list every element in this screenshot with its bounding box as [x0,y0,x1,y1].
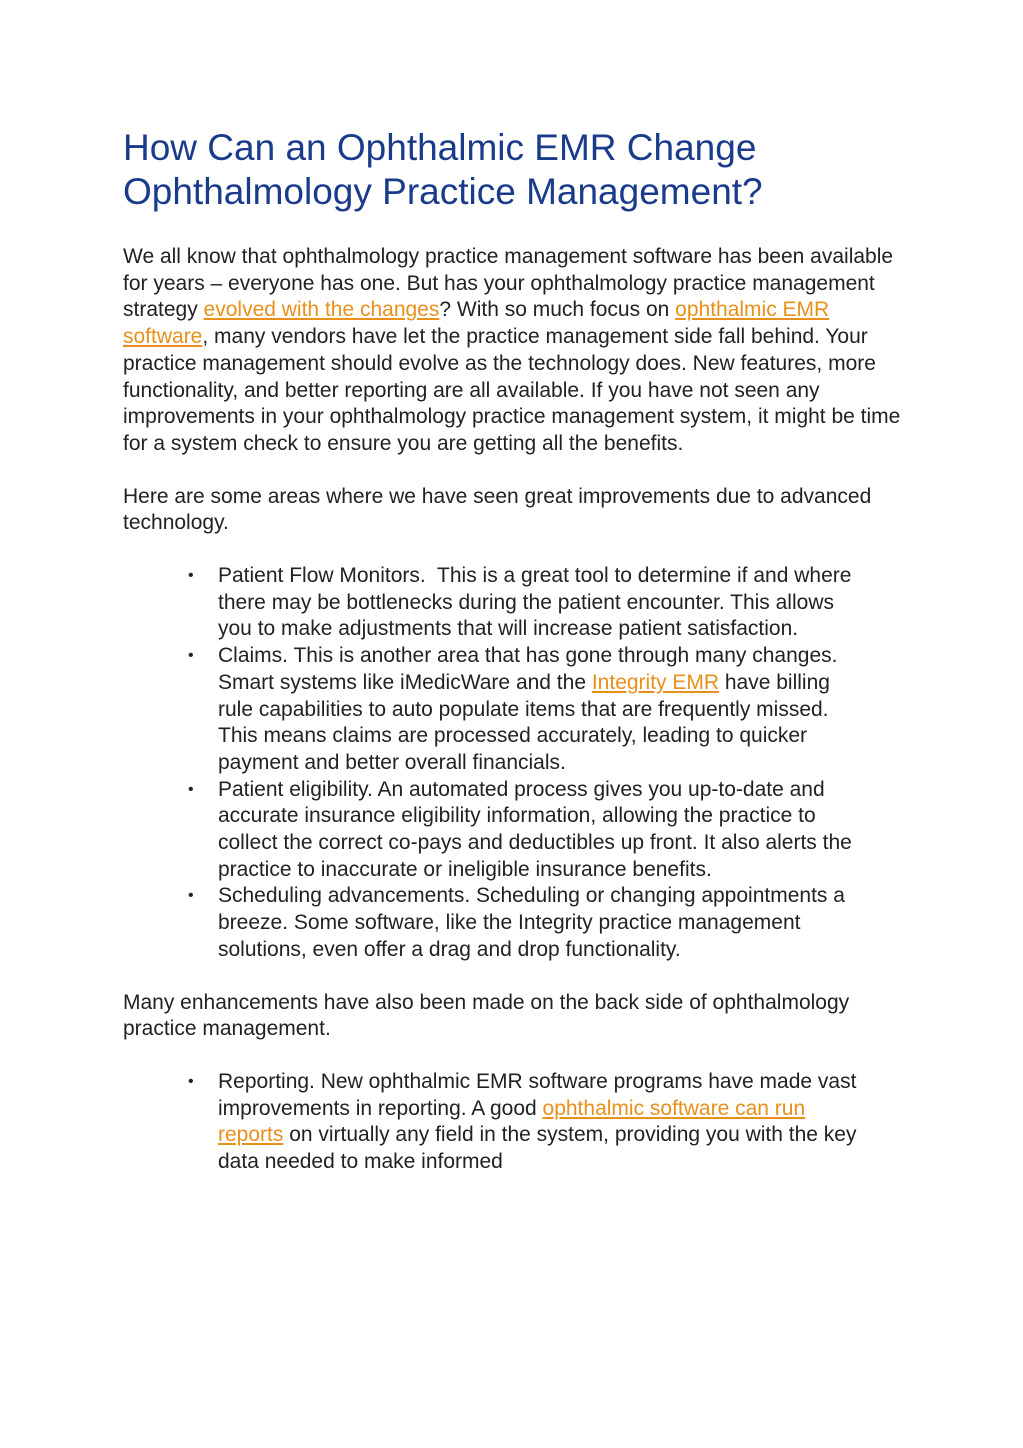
list-item-text: Claims. This is another area that has gone through many changes. Smart systems like iMedicWare and the [218,644,838,694]
ophthalmic-emr-software-link[interactable]: ophthalmic EMR software [123,298,830,349]
evolved-with-changes-link[interactable]: evolved with the changes [203,298,440,322]
intro-text-3: , many vendors have let the practice management side fall behind. Your practice management should evolve as the technology does. New features, more functionality, and better reporting are all available. If you have not seen any improvements in your ophthalmology practice management system, it might be time for a system check to ensure you are getting all the benefits. [123,325,901,455]
areas-intro-paragraph: Here are some areas where we have seen great improvements due to advanced technology. [123,484,872,535]
list-item-text: Patient Flow Monitors. This is a great tool to determine if and where there may be bottlenecks during the patient encounter. This allows you to make adjustments that will increase patient satisfaction. [218,564,852,641]
document-page [123,126,903,1176]
list-item-claims [188,643,903,777]
bullet-icon: • [188,647,194,665]
improvements-list [123,563,903,964]
bullet-icon: • [188,780,194,798]
integrity-emr-link[interactable]: Integrity EMR [591,670,720,694]
list-item-text: have billing rule capabilities to auto populate items that are frequently missed. This means claims are processed accurately, leading to quicker payment and better overall financials. [218,670,830,774]
bullet-icon: • [188,887,194,905]
list-item-reporting [188,1069,903,1176]
bullet-icon: • [188,567,194,585]
intro-text-1: We all know that ophthalmology practice management software has been available for years – everyone has one. But has your ophthalmology practice management strategy [123,245,894,322]
ophthalmic-software-reports-link[interactable]: ophthalmic software can run reports [218,1096,806,1147]
backside-intro-paragraph: Many enhancements have also been made on the back side of ophthalmology practice management. [123,990,850,1041]
intro-paragraph [123,244,903,458]
list-item-patient-flow [188,563,903,643]
list-item-scheduling [188,883,903,963]
list-item-text: on virtually any field in the system, providing you with the key data needed to make informed [218,1123,857,1174]
backside-list [123,1069,903,1176]
list-item-text: Reporting. New ophthalmic EMR software programs have made vast improvements in reporting. A good [218,1069,857,1120]
intro-text-2: ? With so much focus on [439,298,676,322]
page-title: How Can an Ophthalmic EMR Change Ophthalmology Practice Management? [123,127,763,212]
list-item-text: Patient eligibility. An automated process gives you up-to-date and accurate insurance eligibility information, allowing the practice to collect the correct co-pays and deductibles up front. It also alerts the practice to inaccurate or ineligible insurance benefits. [218,777,852,881]
bullet-icon: • [188,1072,194,1090]
list-item-text: Scheduling advancements. Scheduling or changing appointments a breeze. Some software, like the Integrity practice management solutions, even offer a drag and drop functionality. [218,884,845,961]
list-item-patient-eligibility [188,777,903,884]
